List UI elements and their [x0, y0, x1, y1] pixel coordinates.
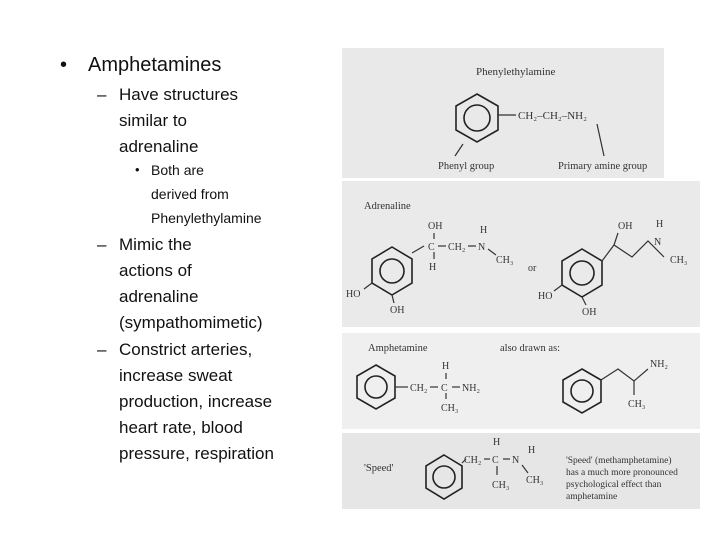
figure-phenylethylamine: [342, 48, 664, 178]
speed-note-line: has a much more pronounced: [566, 468, 678, 478]
text-column: [0, 0, 340, 540]
speed-note-line: 'Speed' (methamphetamine): [566, 456, 672, 466]
h-label: H: [656, 219, 664, 230]
aromatic-circle: [570, 261, 594, 285]
text-line: Both are: [151, 162, 204, 178]
ho-label: HO: [538, 291, 553, 302]
bond: [522, 465, 528, 473]
skeletal-chain: [601, 369, 648, 381]
bond: [412, 246, 424, 253]
bond: [392, 295, 394, 303]
text-line: (sympathomimetic): [119, 313, 263, 332]
ch3-label: CH₃: [441, 403, 459, 414]
figure-amphetamine: [342, 333, 700, 429]
h-label: H: [442, 361, 450, 372]
dash-marker: –: [97, 85, 107, 104]
aromatic-circle: [464, 105, 490, 131]
nitrogen-label: N: [654, 237, 662, 248]
primary-amine-label: Primary amine group: [558, 161, 648, 172]
ch3-label: CH₃: [492, 480, 510, 491]
bond: [488, 249, 496, 255]
nitrogen-label: N: [478, 242, 486, 253]
ch3-label: CH₃: [496, 255, 514, 266]
aromatic-circle: [433, 466, 455, 488]
benzene-ring: [357, 365, 395, 409]
bond: [364, 283, 372, 289]
text-line: Phenylethylamine: [151, 210, 262, 226]
aromatic-circle: [380, 259, 404, 283]
text-line: similar to: [119, 111, 188, 130]
speed-diagram: [342, 433, 700, 509]
bond: [614, 233, 618, 245]
bond: [554, 285, 562, 291]
ch2-label: CH₂: [448, 242, 466, 253]
h-label: H: [429, 262, 437, 273]
dash-marker: –: [97, 340, 107, 359]
speed-note-line: amphetamine: [566, 492, 618, 502]
dash-marker: –: [97, 235, 107, 254]
pointer-line: [455, 144, 463, 156]
aromatic-circle: [365, 376, 387, 398]
text-line: heart rate, blood: [119, 418, 243, 437]
carbon-label: C: [441, 383, 448, 394]
text-line: actions of: [119, 261, 192, 280]
text-line: adrenaline: [119, 137, 199, 156]
text-line: production, increase: [119, 392, 273, 411]
bullet-marker: •: [135, 162, 140, 177]
oh-label: OH: [428, 221, 443, 232]
detail-bullet-text: [151, 158, 262, 230]
chain-label: CH₂–CH₂–NH₂: [518, 110, 587, 122]
amphetamine-title: Amphetamine: [368, 343, 428, 354]
nh2-label: NH₂: [650, 359, 668, 370]
phenyl-group-label: Phenyl group: [438, 161, 495, 172]
also-drawn-as-label: also drawn as:: [500, 343, 561, 354]
benzene-ring: [456, 94, 498, 142]
benzene-ring: [563, 369, 601, 413]
benzene-ring: [562, 249, 602, 297]
amphetamine-diagram: [342, 333, 700, 429]
figure-adrenaline: [342, 181, 700, 327]
figure-speed: [342, 433, 700, 509]
carbon-label: C: [492, 455, 499, 466]
text-line: derived from: [151, 186, 229, 202]
text-line: Mimic the: [119, 235, 192, 254]
sub-bullet-text: [119, 82, 309, 160]
oh-label: OH: [582, 307, 597, 318]
h-label: H: [480, 225, 488, 236]
oh-label: OH: [390, 305, 405, 316]
phenylethylamine-title: Phenylethylamine: [476, 66, 556, 78]
text-line: pressure, respiration: [119, 444, 274, 463]
text-line: Constrict arteries,: [119, 340, 253, 359]
ch2-label: CH₂: [464, 455, 482, 466]
h-label: H: [493, 437, 501, 448]
sub-bullet-text: [119, 337, 309, 467]
or-label: or: [528, 263, 537, 274]
aromatic-circle: [571, 380, 593, 402]
text-line: adrenaline: [119, 287, 199, 306]
ch3-label: CH₃: [526, 475, 544, 486]
ho-label: HO: [346, 289, 361, 300]
adrenaline-title: Adrenaline: [364, 201, 411, 212]
ch2-label: CH₂: [410, 383, 428, 394]
carbon-label: C: [428, 242, 435, 253]
text-line: Have structures: [119, 85, 239, 104]
adrenaline-diagram: [342, 181, 700, 327]
benzene-ring: [426, 455, 462, 499]
text-line: increase sweat: [119, 366, 233, 385]
ch3-label: CH₃: [670, 255, 688, 266]
nh2-label: NH₂: [462, 383, 480, 394]
sub-bullet-text: [119, 232, 309, 336]
speed-title: 'Speed': [364, 463, 394, 474]
h-label: H: [528, 445, 536, 456]
phenylethylamine-diagram: [342, 48, 664, 178]
ch3-label: CH₃: [628, 399, 646, 410]
bullet-marker: •: [60, 54, 68, 76]
benzene-ring: [372, 247, 412, 295]
pointer-line: [597, 124, 604, 156]
oh-label: OH: [618, 221, 633, 232]
bond: [582, 297, 586, 305]
speed-note-line: psychological effect than: [566, 480, 662, 490]
nitrogen-label: N: [512, 455, 520, 466]
main-bullet-text: Amphetamines: [88, 54, 222, 76]
